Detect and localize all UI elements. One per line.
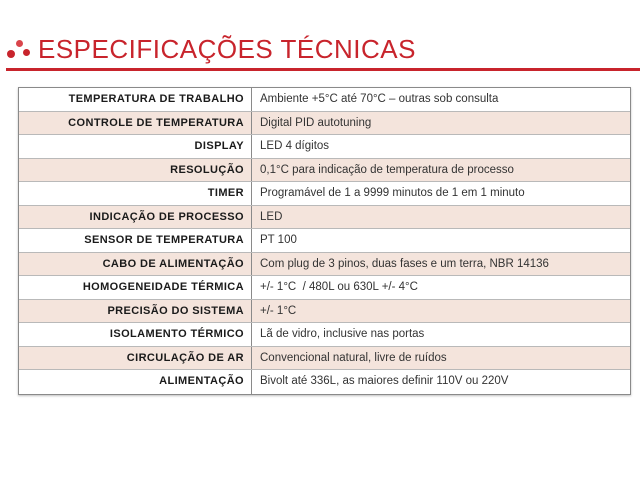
spec-label: CONTROLE DE TEMPERATURA [19, 112, 252, 135]
spec-value: Com plug de 3 pinos, duas fases e um terra, NBR 14136 [260, 257, 549, 270]
table-row [19, 253, 630, 277]
spec-value: +/- 1°C / 480L ou 630L +/- 4°C [260, 281, 418, 293]
spec-value: +/- 1°C [260, 304, 297, 317]
three-dots-logo-icon [6, 38, 32, 60]
specifications-table [18, 87, 631, 395]
spec-value: Ambiente +5°C até 70°C – outras sob consulta [260, 93, 499, 105]
spec-label: ALIMENTAÇÃO [19, 370, 252, 394]
spec-label: SENSOR DE TEMPERATURA [19, 229, 252, 252]
spec-label: DISPLAY [19, 135, 252, 158]
spec-label: HOMOGENEIDADE TÉRMICA [19, 276, 252, 299]
title-divider [6, 68, 640, 71]
spec-label: PRECISÃO DO SISTEMA [19, 300, 252, 323]
spec-value: Convencional natural, livre de ruídos [260, 351, 447, 364]
table-row [19, 229, 630, 253]
spec-value: Programável de 1 a 9999 minutos de 1 em 1 minuto [260, 187, 525, 199]
table-row [19, 300, 630, 324]
table-row [19, 159, 630, 183]
spec-value: 0,1°C para indicação de temperatura de processo [260, 163, 514, 176]
spec-label: TIMER [19, 182, 252, 205]
table-row [19, 347, 630, 371]
table-row [19, 323, 630, 347]
spec-value: PT 100 [260, 234, 297, 246]
table-row [19, 88, 630, 112]
spec-label: ISOLAMENTO TÉRMICO [19, 323, 252, 346]
spec-label: INDICAÇÃO DE PROCESSO [19, 206, 252, 229]
spec-value: Bivolt até 336L, as maiores definir 110V ou 220V [260, 375, 509, 387]
table-row [19, 135, 630, 159]
page-header [6, 30, 640, 70]
spec-value: LED [260, 210, 283, 223]
spec-value: Digital PID autotuning [260, 116, 372, 129]
spec-value: Lã de vidro, inclusive nas portas [260, 328, 425, 340]
spec-label: CIRCULAÇÃO DE AR [19, 347, 252, 370]
spec-label: CABO DE ALIMENTAÇÃO [19, 253, 252, 276]
table-row [19, 276, 630, 300]
table-row [19, 206, 630, 230]
spec-value: LED 4 dígitos [260, 140, 330, 152]
table-row [19, 182, 630, 206]
table-row [19, 370, 630, 394]
page-title: ESPECIFICAÇÕES TÉCNICAS [38, 34, 416, 64]
spec-label: TEMPERATURA DE TRABALHO [19, 88, 252, 111]
table-row [19, 112, 630, 136]
spec-label: RESOLUÇÃO [19, 159, 252, 182]
